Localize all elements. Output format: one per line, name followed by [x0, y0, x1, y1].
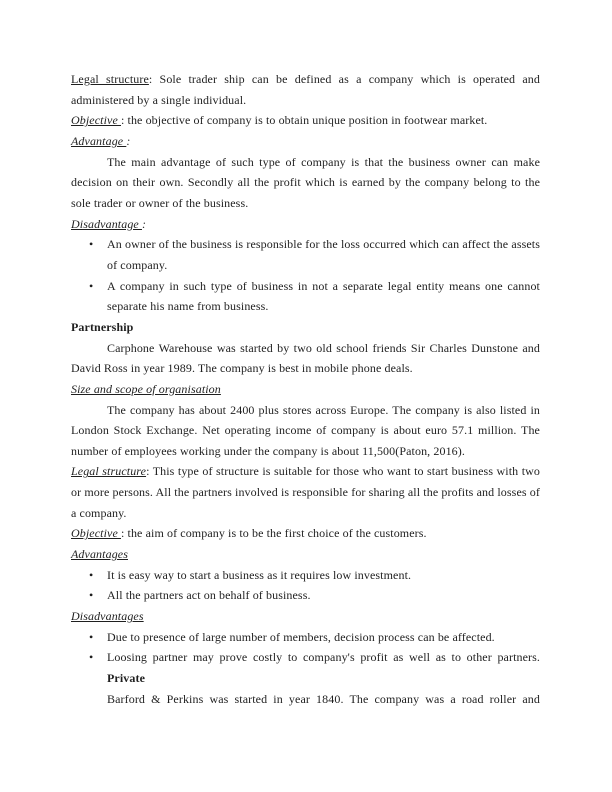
text-run: An owner of the business is responsible for the loss occurred which can affect the assets of company.: [107, 237, 540, 272]
bullet-text: [107, 588, 311, 602]
text-run: Partnership: [71, 319, 134, 334]
bullet-text: [107, 650, 540, 664]
para-size-scope-label: [71, 379, 540, 400]
bullet-sole-trader-disadvantage-2: [71, 276, 540, 317]
para-sole-trader-objective: [71, 110, 540, 131]
bullet-sole-trader-disadvantage-1: [71, 234, 540, 275]
text-run: Private: [107, 671, 146, 686]
text-run: The company has about 2400 plus stores across Europe. The company is also listed in London Stock Exchange. Net operating income of company is about euro 57.1 million. The number of employees working under the company is about 11,500(Paton, 2016).: [71, 402, 540, 458]
heading-partnership: [71, 317, 540, 338]
text-run: Loosing partner may prove costly to company's profit as well as to other partners.: [107, 650, 540, 665]
para-partnership-disadvantages-label: [71, 606, 540, 627]
para-sole-trader-advantage-body: [71, 152, 540, 214]
text-run: :: [126, 133, 131, 148]
text-run: : Sole trader ship can be defined as a company which is operated and administered by a single individual.: [71, 72, 540, 107]
para-size-scope-body: [71, 400, 540, 462]
bullet-icon: •: [89, 278, 94, 293]
para-partnership-objective: [71, 523, 540, 544]
heading-private: [107, 668, 540, 689]
para-partnership-intro: [71, 338, 540, 379]
text-run: A company in such type of business in not a separate legal entity means one cannot separate his name from business.: [107, 278, 540, 314]
para-private-intro: [107, 689, 540, 710]
text-run: All the partners act on behalf of business.: [107, 588, 311, 603]
bullet-text: [107, 568, 411, 582]
text-run: Barford & Perkins was started in year 1840. The company was a road roller and: [107, 691, 540, 706]
text-run: : the objective of company is to obtain unique position in footwear market.: [120, 113, 488, 128]
bullet-text: [107, 279, 540, 314]
bullet-partnership-advantage-2: [71, 585, 540, 606]
bullet-icon: •: [89, 567, 94, 582]
text-run: Size and scope of organisation: [71, 381, 221, 396]
para-partnership-legal-structure: [71, 461, 540, 523]
text-run: It is easy way to start a business as it requires low investment.: [107, 567, 412, 582]
text-run: Objective: [71, 526, 121, 541]
text-run: Carphone Warehouse was started by two old school friends Sir Charles Dunstone and David Ross in year 1989. The company is best in mobile phone deals.: [71, 340, 540, 376]
text-run: Due to presence of large number of members, decision process can be affected.: [107, 629, 495, 644]
para-sole-trader-disadvantage-label: [71, 214, 540, 235]
text-run: Disadvantage: [71, 216, 142, 231]
bullet-partnership-disadvantage-1: [71, 627, 540, 648]
bullet-icon: •: [89, 237, 94, 252]
para-sole-trader-legal-structure: [71, 69, 540, 110]
para-sole-trader-advantage-label: [71, 131, 540, 152]
text-run: Disadvantages: [71, 609, 144, 624]
text-run: : the aim of company is to be the first choice of the customers.: [120, 526, 427, 541]
text-run: Advantages: [71, 547, 128, 562]
text-run: Objective: [71, 113, 121, 128]
document-body: [71, 69, 540, 709]
text-run: Legal structure: [71, 464, 147, 479]
text-run: The main advantage of such type of company is that the business owner can make decision on their own. Secondly all the profit which is earned by the company belong to the sole trader or owner of the business.: [71, 154, 540, 210]
bullet-text: [107, 237, 540, 272]
text-run: Legal structure: [71, 72, 149, 86]
bullet-icon: •: [89, 588, 94, 603]
para-partnership-advantages-label: [71, 544, 540, 565]
text-run: : This type of structure is suitable for those who want to start business with two or more persons. All the partners involved is responsible for sharing all the profits and losses of a company.: [71, 464, 541, 520]
text-run: :: [141, 216, 147, 231]
text-run: Advantage: [71, 133, 127, 148]
bullet-icon: •: [89, 629, 94, 644]
bullet-icon: •: [89, 650, 94, 665]
bullet-text: [107, 630, 495, 644]
bullet-partnership-advantage-1: [71, 565, 540, 586]
bullet-partnership-disadvantage-2: [71, 647, 540, 668]
